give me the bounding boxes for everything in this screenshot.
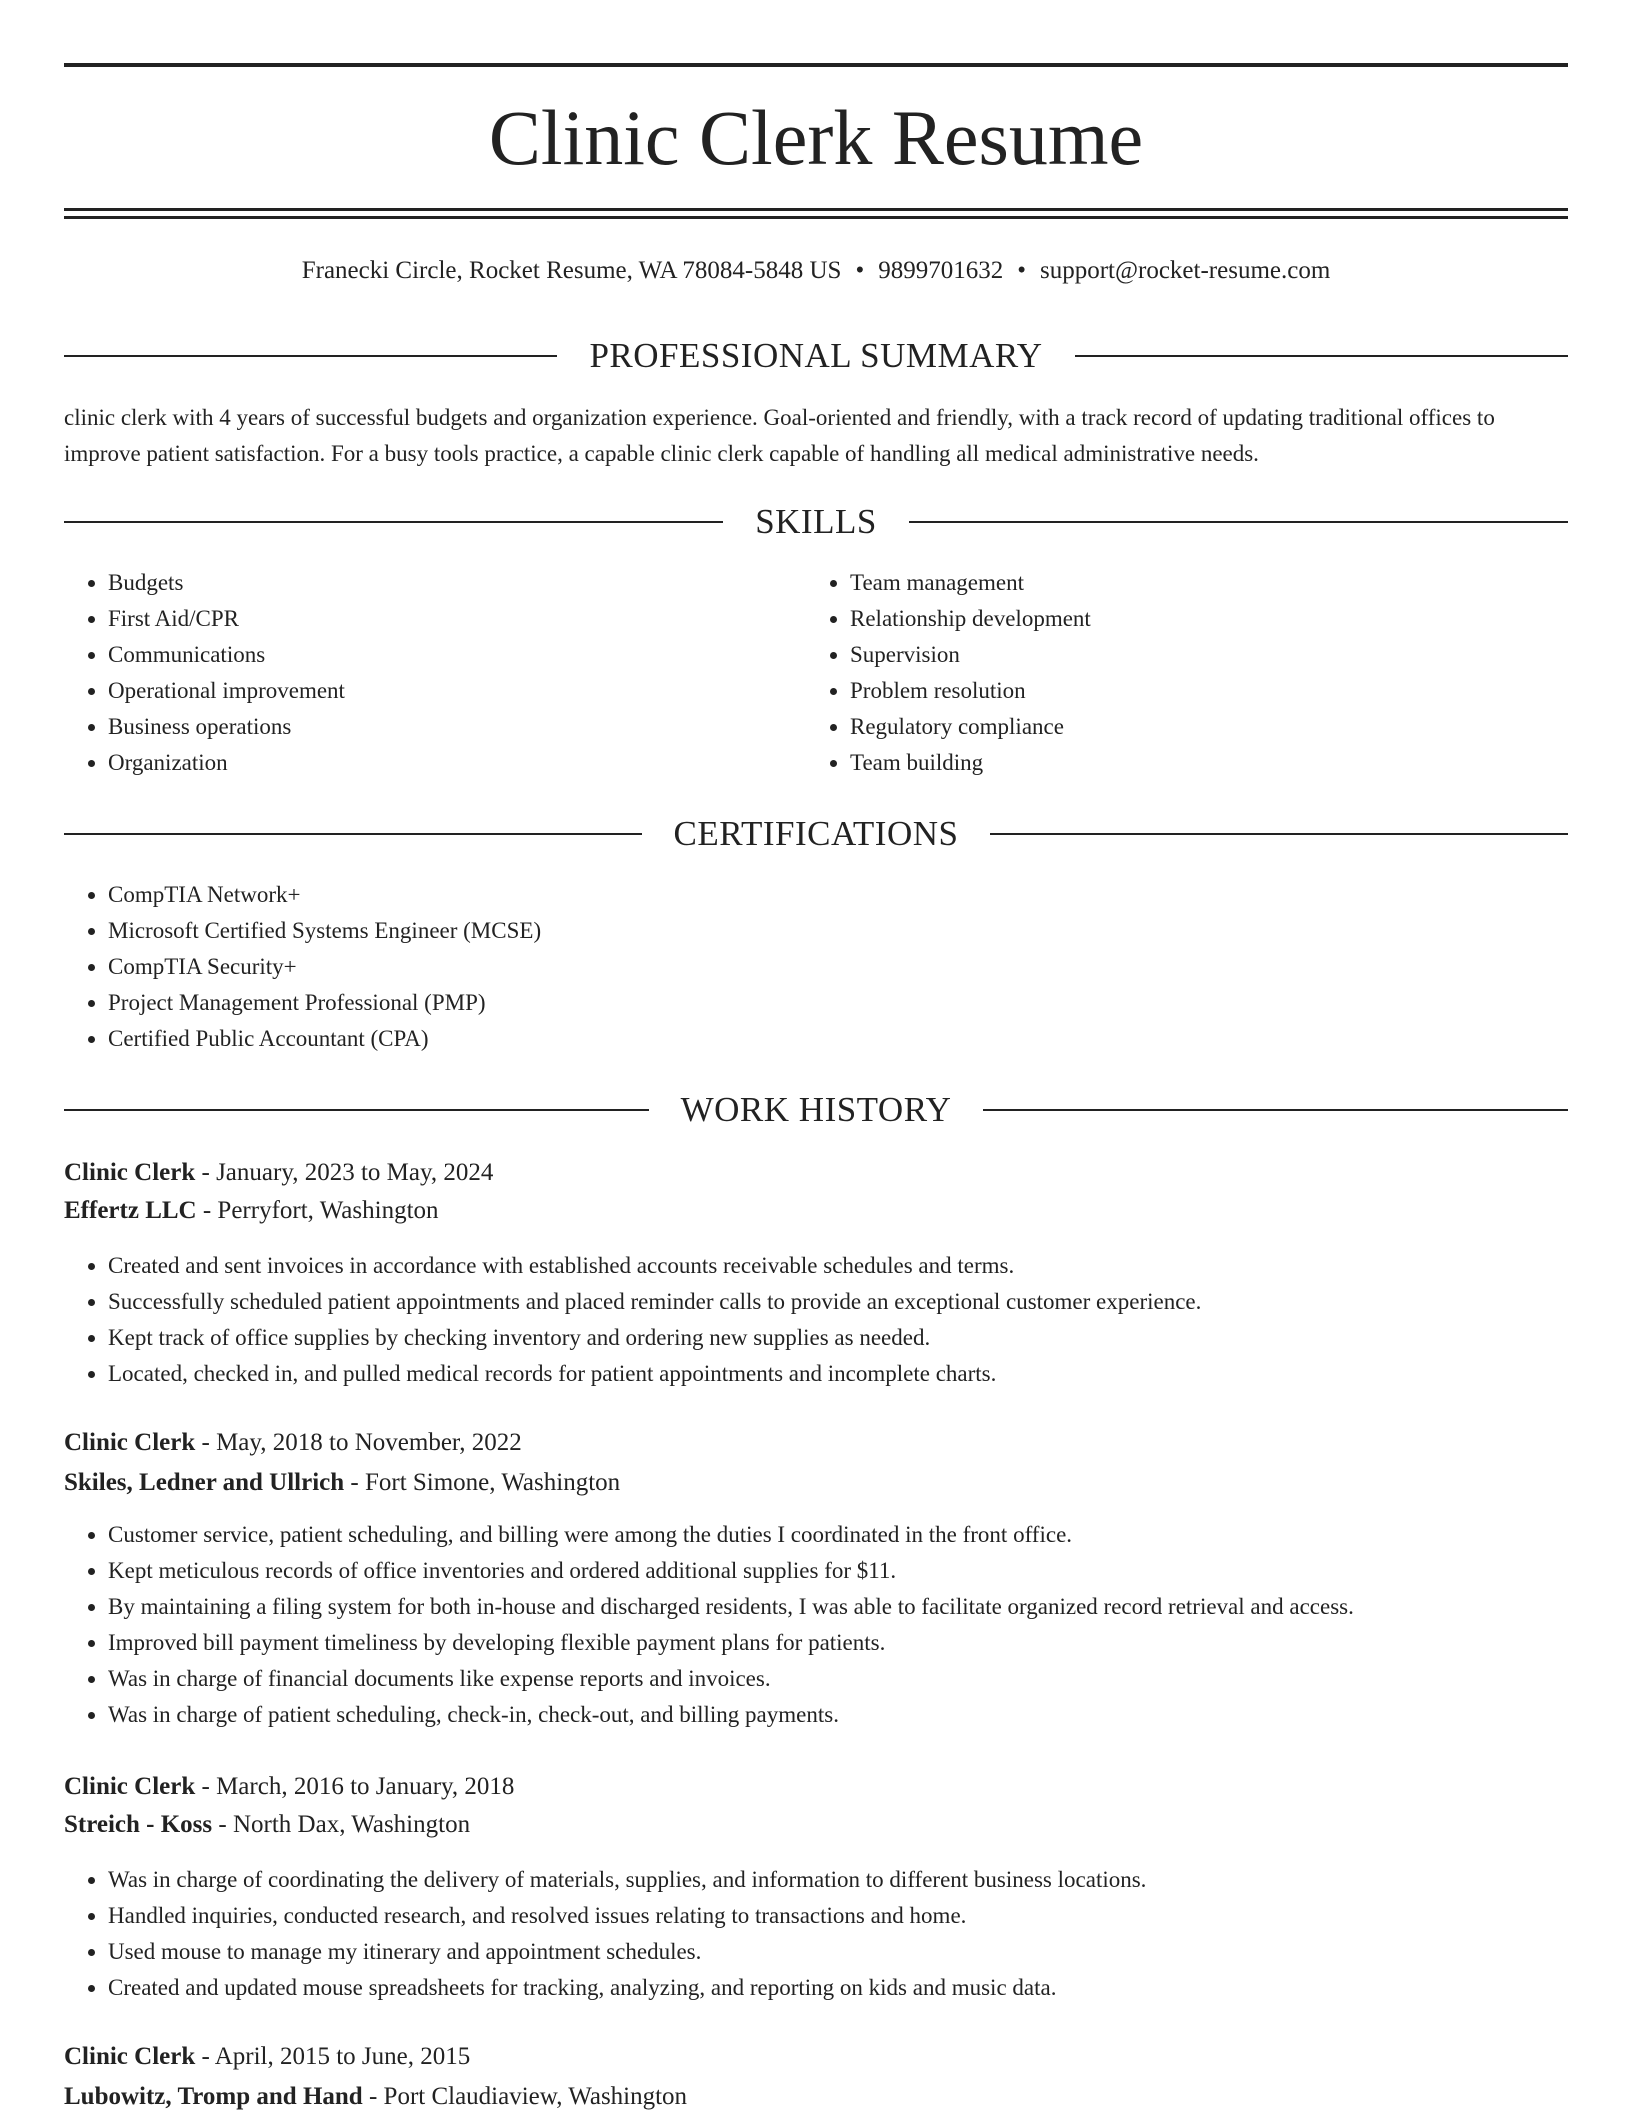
title-rule-lower	[64, 216, 1568, 219]
section-header-work-history	[64, 1088, 1568, 1132]
contact-line	[64, 254, 1568, 288]
section-header-skills	[64, 500, 1568, 544]
certification-item: • CompTIA Security+	[108, 949, 1612, 985]
certification-item: • Project Management Professional (PMP)	[108, 985, 1612, 1021]
contact-separator: •	[1017, 257, 1026, 284]
job-title: Clinic Clerk	[64, 1429, 196, 1456]
job-location: - North Dax, Washington	[212, 1811, 471, 1838]
job-company-line	[64, 1806, 1568, 1844]
job-title-line	[64, 1154, 1568, 1192]
section-title: WORK HISTORY	[680, 1090, 952, 1129]
skills-list-right	[806, 565, 1550, 781]
job-duty: • Improved bill payment timeliness by developing flexible payment plans for patients.	[108, 1625, 1612, 1661]
job-duty: • Customer service, patient scheduling, and billing were among the duties I coordinated in the front office.	[108, 1517, 1612, 1553]
skill-item: • Budgets	[108, 565, 808, 601]
contact-email: support@rocket-resume.com	[1039, 257, 1331, 284]
skills-list-left	[64, 565, 808, 781]
job-duty: • Was in charge of financial documents like expense reports and invoices.	[108, 1661, 1612, 1697]
section-rule	[64, 1109, 649, 1111]
section-rule	[983, 1109, 1568, 1111]
skill-item: • Regulatory compliance	[850, 709, 1550, 745]
job-duties-list	[64, 1248, 1612, 1392]
certification-item: • CompTIA Network+	[108, 877, 1612, 913]
section-header-summary	[64, 334, 1568, 378]
job-company: Skiles, Ledner and Ullrich	[64, 1469, 345, 1496]
title-rule-upper	[64, 208, 1568, 211]
job-location: - Fort Simone, Washington	[344, 1469, 621, 1496]
section-header-certifications	[64, 812, 1568, 856]
job-dates: - March, 2016 to January, 2018	[195, 1773, 515, 1800]
job-title: Clinic Clerk	[64, 1159, 196, 1186]
skill-item: • First Aid/CPR	[108, 601, 808, 637]
job-title-line	[64, 2038, 1568, 2076]
job-dates: - May, 2018 to November, 2022	[195, 1429, 522, 1456]
certifications-list	[64, 877, 1612, 1057]
job-company-line	[64, 1464, 1568, 1502]
job-duty: • Was in charge of patient scheduling, check-in, check-out, and billing payments.	[108, 1697, 1612, 1733]
section-rule	[909, 521, 1568, 523]
section-rule	[990, 833, 1568, 835]
job-company: Lubowitz, Tromp and Hand	[64, 2083, 363, 2110]
job-duty: • Created and sent invoices in accordance with established accounts receivable schedules and terms.	[108, 1248, 1612, 1284]
contact-address: Franecki Circle, Rocket Resume, WA 78084-5848 US	[301, 257, 842, 284]
job-duties-list	[64, 1517, 1612, 1733]
job-title: Clinic Clerk	[64, 2043, 196, 2070]
job-company: Streich - Koss	[64, 1811, 213, 1838]
certification-item: • Microsoft Certified Systems Engineer (MCSE)	[108, 913, 1612, 949]
skill-item: • Communications	[108, 637, 808, 673]
contact-phone: 9899701632	[878, 257, 1004, 284]
job-title-line	[64, 1424, 1568, 1462]
job-dates: - April, 2015 to June, 2015	[195, 2043, 471, 2070]
job-duty: • Kept track of office supplies by checking inventory and ordering new supplies as needed.	[108, 1320, 1612, 1356]
skill-item: • Problem resolution	[850, 673, 1550, 709]
summary-text: clinic clerk with 4 years of successful budgets and organization experience. Goal-oriented and friendly, with a track record of updating traditional offices to improve patient satisfaction. For a busy tools practice, a capable clinic clerk capable of handling all medical administrative needs.	[64, 405, 1495, 466]
job-duty: • Was in charge of coordinating the delivery of materials, supplies, and information to different business locations.	[108, 1862, 1612, 1898]
job-duty: • Kept meticulous records of office inventories and ordered additional supplies for $11.	[108, 1553, 1612, 1589]
job-duty: • Created and updated mouse spreadsheets for tracking, analyzing, and reporting on kids and music data.	[108, 1970, 1612, 2006]
section-rule	[1075, 355, 1568, 357]
job-duty: • Used mouse to manage my itinerary and appointment schedules.	[108, 1934, 1612, 1970]
job-location: - Perryfort, Washington	[196, 1197, 439, 1224]
resume-title: Clinic Clerk Resume	[488, 94, 1144, 181]
job-title-line	[64, 1768, 1568, 1806]
section-title: CERTIFICATIONS	[673, 814, 959, 853]
section-title: SKILLS	[755, 502, 877, 541]
top-rule	[64, 63, 1568, 67]
certification-item: • Certified Public Accountant (CPA)	[108, 1021, 1612, 1057]
skill-item: • Organization	[108, 745, 808, 781]
job-duty: • Successfully scheduled patient appointments and placed reminder calls to provide an exceptional customer experience.	[108, 1284, 1612, 1320]
job-company-line	[64, 1192, 1568, 1230]
job-title: Clinic Clerk	[64, 1773, 196, 1800]
section-rule	[64, 355, 557, 357]
job-duty: • By maintaining a filing system for both in-house and discharged residents, I was able to facilitate organized record retrieval and access.	[108, 1589, 1612, 1625]
section-title: PROFESSIONAL SUMMARY	[589, 336, 1043, 375]
job-duty: • Handled inquiries, conducted research, and resolved issues relating to transactions and home.	[108, 1898, 1612, 1934]
job-duty: • Located, checked in, and pulled medical records for patient appointments and incomplete charts.	[108, 1356, 1612, 1392]
skill-item: • Operational improvement	[108, 673, 808, 709]
skill-item: • Relationship development	[850, 601, 1550, 637]
contact-separator: •	[855, 257, 865, 284]
job-duties-list	[64, 1862, 1612, 2006]
skill-item: • Business operations	[108, 709, 808, 745]
skill-item: • Supervision	[850, 637, 1550, 673]
skill-item: • Team management	[850, 565, 1550, 601]
job-company-line	[64, 2078, 1568, 2116]
job-dates: - January, 2023 to May, 2024	[195, 1159, 494, 1186]
job-company: Effertz LLC	[64, 1197, 197, 1224]
section-rule	[64, 521, 723, 523]
section-rule	[64, 833, 642, 835]
job-location: - Port Claudiaview, Washington	[362, 2083, 688, 2110]
skill-item: • Team building	[850, 745, 1550, 781]
